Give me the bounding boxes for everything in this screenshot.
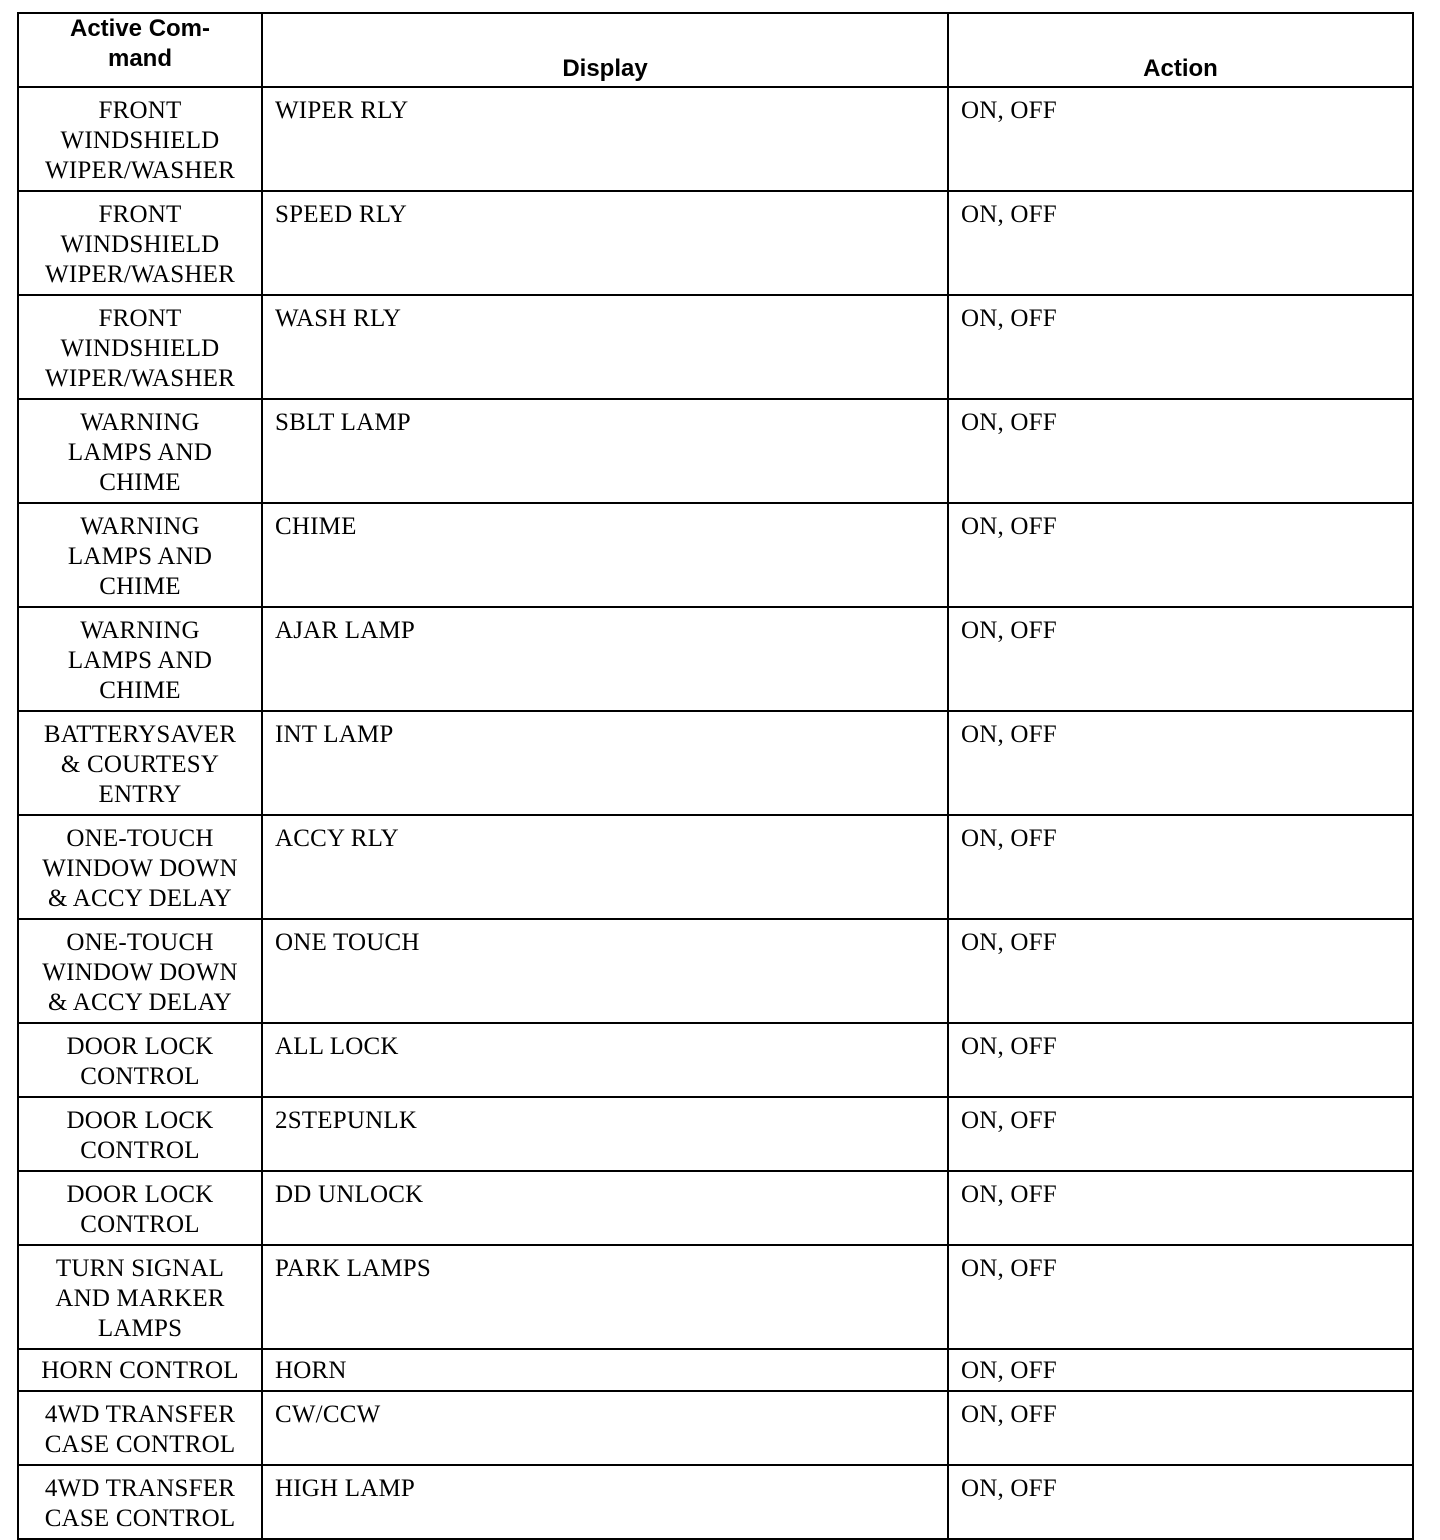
table-row <box>18 87 1413 191</box>
table-row <box>18 1245 1413 1349</box>
cell-display: CW/CCW <box>262 1391 948 1465</box>
cell-action: ON, OFF <box>948 1391 1413 1465</box>
cell-active-command: FRONT WINDSHIELD WIPER/WASHER <box>18 295 262 399</box>
cell-display: AJAR LAMP <box>262 607 948 711</box>
header-row <box>18 13 1413 87</box>
table-row <box>18 1171 1413 1245</box>
table-row <box>18 711 1413 815</box>
cell-display: CHIME <box>262 503 948 607</box>
cell-action: ON, OFF <box>948 1023 1413 1097</box>
header-active-command: Active Com- mand <box>18 13 262 87</box>
table-row <box>18 1391 1413 1465</box>
cell-display: ONE TOUCH <box>262 919 948 1023</box>
active-command-table <box>17 12 1414 1540</box>
cell-action: ON, OFF <box>948 1097 1413 1171</box>
table-row <box>18 1465 1413 1539</box>
cell-active-command: FRONT WINDSHIELD WIPER/WASHER <box>18 87 262 191</box>
cell-active-command: 4WD TRANSFER CASE CONTROL <box>18 1465 262 1539</box>
table-row <box>18 815 1413 919</box>
cell-action: ON, OFF <box>948 503 1413 607</box>
cell-action: ON, OFF <box>948 711 1413 815</box>
cell-display: WIPER RLY <box>262 87 948 191</box>
cell-active-command: HORN CONTROL <box>18 1349 262 1391</box>
cell-display: WASH RLY <box>262 295 948 399</box>
cell-display: PARK LAMPS <box>262 1245 948 1349</box>
table-row <box>18 1349 1413 1391</box>
cell-action: ON, OFF <box>948 87 1413 191</box>
cell-display: ACCY RLY <box>262 815 948 919</box>
table-row <box>18 1023 1413 1097</box>
header-display: Display <box>262 13 948 87</box>
cell-action: ON, OFF <box>948 919 1413 1023</box>
header-action: Action <box>948 13 1413 87</box>
cell-action: ON, OFF <box>948 1465 1413 1539</box>
cell-display: 2STEPUNLK <box>262 1097 948 1171</box>
cell-action: ON, OFF <box>948 1171 1413 1245</box>
cell-action: ON, OFF <box>948 815 1413 919</box>
cell-action: ON, OFF <box>948 399 1413 503</box>
cell-action: ON, OFF <box>948 1349 1413 1391</box>
cell-active-command: WARNING LAMPS AND CHIME <box>18 503 262 607</box>
table-row <box>18 1097 1413 1171</box>
table-row <box>18 399 1413 503</box>
cell-active-command: 4WD TRANSFER CASE CONTROL <box>18 1391 262 1465</box>
cell-display: INT LAMP <box>262 711 948 815</box>
table-row <box>18 503 1413 607</box>
cell-display: HORN <box>262 1349 948 1391</box>
cell-active-command: WARNING LAMPS AND CHIME <box>18 399 262 503</box>
cell-display: SPEED RLY <box>262 191 948 295</box>
cell-active-command: BATTERYSAVER & COURTESY ENTRY <box>18 711 262 815</box>
table-header <box>18 13 1413 87</box>
cell-active-command: DOOR LOCK CONTROL <box>18 1171 262 1245</box>
cell-active-command: WARNING LAMPS AND CHIME <box>18 607 262 711</box>
cell-action: ON, OFF <box>948 607 1413 711</box>
table-row <box>18 295 1413 399</box>
table-row <box>18 919 1413 1023</box>
cell-display: DD UNLOCK <box>262 1171 948 1245</box>
cell-display: ALL LOCK <box>262 1023 948 1097</box>
table-row <box>18 191 1413 295</box>
cell-display: HIGH LAMP <box>262 1465 948 1539</box>
table-body <box>18 87 1413 1539</box>
cell-action: ON, OFF <box>948 191 1413 295</box>
cell-active-command: ONE-TOUCH WINDOW DOWN & ACCY DELAY <box>18 919 262 1023</box>
cell-action: ON, OFF <box>948 295 1413 399</box>
table-row <box>18 607 1413 711</box>
cell-active-command: TURN SIGNAL AND MARKER LAMPS <box>18 1245 262 1349</box>
cell-active-command: ONE-TOUCH WINDOW DOWN & ACCY DELAY <box>18 815 262 919</box>
cell-action: ON, OFF <box>948 1245 1413 1349</box>
cell-display: SBLT LAMP <box>262 399 948 503</box>
cell-active-command: FRONT WINDSHIELD WIPER/WASHER <box>18 191 262 295</box>
cell-active-command: DOOR LOCK CONTROL <box>18 1097 262 1171</box>
cell-active-command: DOOR LOCK CONTROL <box>18 1023 262 1097</box>
